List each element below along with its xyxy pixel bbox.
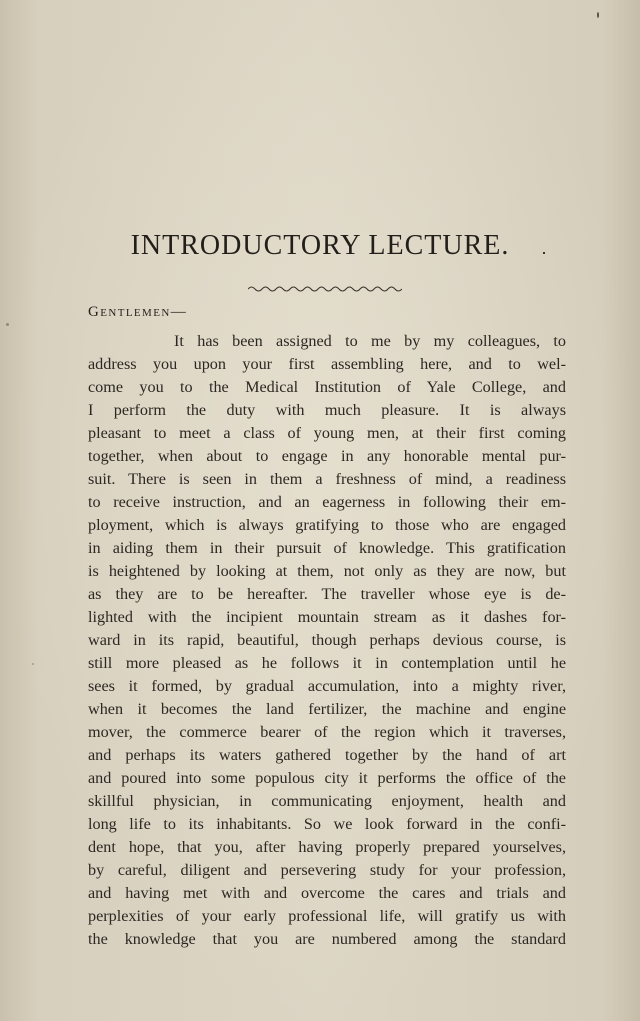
text-line: by careful, diligent and persevering study for your profession,: [88, 861, 566, 879]
text-line: perplexities of your early professional life, will gratify us with: [88, 907, 566, 925]
paper-speck: [6, 323, 9, 326]
text-line: is heightened by looking at them, not only as they are now, but: [88, 562, 566, 580]
text-line: come you to the Medical Institution of Yale College, and: [88, 378, 566, 396]
text-line: and poured into some populous city it performs the office of the: [88, 769, 566, 787]
text-line: when it becomes the land fertilizer, the machine and engine: [88, 700, 566, 718]
text-line: ward in its rapid, beautiful, though perhaps devious course, is: [88, 631, 566, 649]
text-line: ployment, which is always gratifying to those who are engaged: [88, 516, 566, 534]
text-line: sees it formed, by gradual accumulation, into a mighty river,: [88, 677, 566, 695]
title-stray-mark: [543, 252, 545, 254]
text-line: mover, the commerce bearer of the region which it traverses,: [88, 723, 566, 741]
text-line: suit. There is seen in them a freshness of mind, a readiness: [88, 470, 566, 488]
text-line: in aiding them in their pursuit of knowledge. This gratification: [88, 539, 566, 557]
text-line: and having met with and overcome the cares and trials and: [88, 884, 566, 902]
wavy-rule-ornament: [248, 283, 402, 293]
text-line: long life to its inhabitants. So we look forward in the confi-: [88, 815, 566, 833]
salutation: Gentlemen—: [88, 304, 188, 320]
text-line: I perform the duty with much pleasure. It is always: [88, 401, 566, 419]
text-line: together, when about to engage in any honorable mental pur-: [88, 447, 566, 465]
text-line: to receive instruction, and an eagerness in following their em-: [88, 493, 566, 511]
text-line: and perhaps its waters gathered together by the hand of art: [88, 746, 566, 764]
text-line: pleasant to meet a class of young men, at their first coming: [88, 424, 566, 442]
text-line: as they are to be hereafter. The traveller whose eye is de-: [88, 585, 566, 603]
text-line: the knowledge that you are numbered among the standard: [88, 930, 566, 948]
text-line: still more pleased as he follows it in contemplation until he: [88, 654, 566, 672]
text-line: skillful physician, in communicating enjoyment, health and: [88, 792, 566, 810]
lecture-body-text: [88, 330, 566, 951]
text-line: address you upon your first assembling here, and to wel-: [88, 355, 566, 373]
paper-speck: [32, 663, 34, 665]
text-line: It has been assigned to me by my colleagues, to: [174, 332, 566, 350]
page-title: INTRODUCTORY LECTURE.: [130, 230, 510, 261]
text-line: lighted with the incipient mountain stream as it dashes for-: [88, 608, 566, 626]
text-line: dent hope, that you, after having properly prepared yourselves,: [88, 838, 566, 856]
paper-speck: [597, 12, 599, 18]
